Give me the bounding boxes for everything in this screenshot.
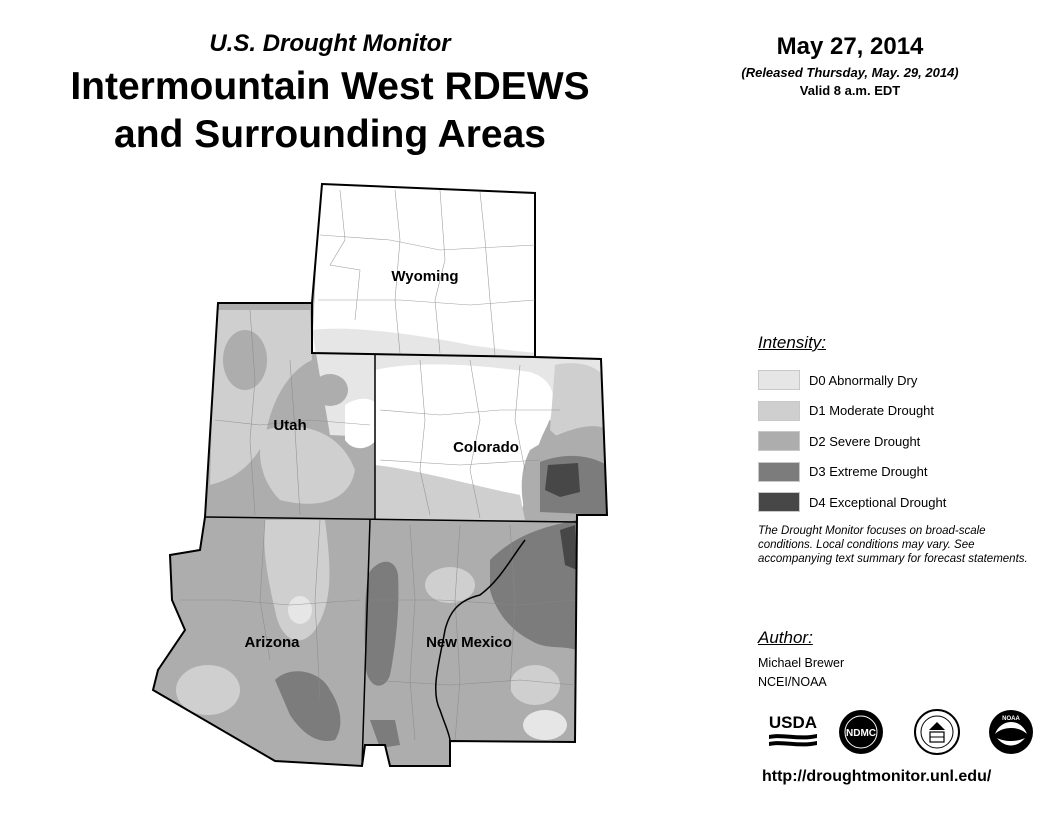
legend-item-d1	[758, 396, 1038, 427]
author-name: Michael Brewer	[758, 656, 845, 670]
legend-label-d1: D1 Moderate Drought	[809, 403, 935, 419]
legend	[758, 333, 1038, 518]
state-label-colorado: Colorado	[453, 439, 519, 456]
map-title-line1: Intermountain West RDEWS	[70, 65, 590, 108]
sponsor-logos	[765, 708, 1045, 756]
svg-text:NOAA: NOAA	[1002, 716, 1020, 722]
state-label-wyoming: Wyoming	[391, 268, 459, 285]
legend-item-d3	[758, 457, 1038, 488]
legend-label-d3: D3 Extreme Drought	[809, 464, 928, 480]
noaa-logo	[987, 708, 1035, 756]
legend-label-d2: D2 Severe Drought	[809, 433, 921, 449]
ndmc-logo	[837, 708, 885, 756]
author-org: NCEI/NOAA	[758, 675, 827, 689]
svg-text:USDA: USDA	[768, 713, 818, 732]
d1-area-nm-se	[510, 665, 560, 705]
d2-area-utah-ne	[312, 374, 348, 406]
state-label-utah: Utah	[273, 417, 307, 434]
legend-label-d4: D4 Exceptional Drought	[809, 494, 947, 510]
legend-swatch-d0	[758, 370, 800, 390]
legend-heading: Intensity:	[758, 333, 827, 352]
map-title-line2: and Surrounding Areas	[114, 113, 546, 156]
svg-text:NDMC: NDMC	[846, 728, 876, 739]
d0-area-nm-se	[523, 710, 567, 740]
legend-swatch-d1	[758, 401, 800, 421]
map-date: May 27, 2014	[776, 33, 924, 60]
legend-item-d2	[758, 426, 1038, 457]
d1-area-nm-north	[425, 567, 475, 603]
release-date: (Released Thursday, May. 29, 2014)	[741, 65, 959, 80]
d1-area-arizona-sw	[176, 665, 240, 715]
map-subtitle: U.S. Drought Monitor	[209, 30, 451, 57]
usda-logo	[765, 708, 821, 756]
doc-seal-logo	[913, 708, 961, 756]
legend-swatch-d2	[758, 431, 800, 451]
valid-time: Valid 8 a.m. EDT	[799, 83, 901, 98]
legend-swatch-d4	[758, 492, 800, 512]
disclaimer-note: The Drought Monitor focuses on broad-scale conditions. Local conditions may vary. See accompanying text summary for forecast statements.	[758, 525, 1028, 565]
legend-label-d0: D0 Abnormally Dry	[809, 372, 918, 388]
state-label-arizona: Arizona	[244, 634, 300, 651]
d2-area-utah-nw	[223, 330, 267, 390]
d4-area-colorado-se	[545, 463, 580, 497]
author-heading: Author:	[758, 628, 813, 647]
website-url[interactable]: http://droughtmonitor.unl.edu/	[762, 768, 992, 785]
d0-area-arizona	[288, 596, 312, 624]
legend-item-d4	[758, 487, 1038, 518]
author-block	[758, 628, 1038, 692]
legend-swatch-d3	[758, 462, 800, 482]
state-label-new-mexico: New Mexico	[426, 634, 512, 651]
legend-item-d0	[758, 365, 1038, 396]
